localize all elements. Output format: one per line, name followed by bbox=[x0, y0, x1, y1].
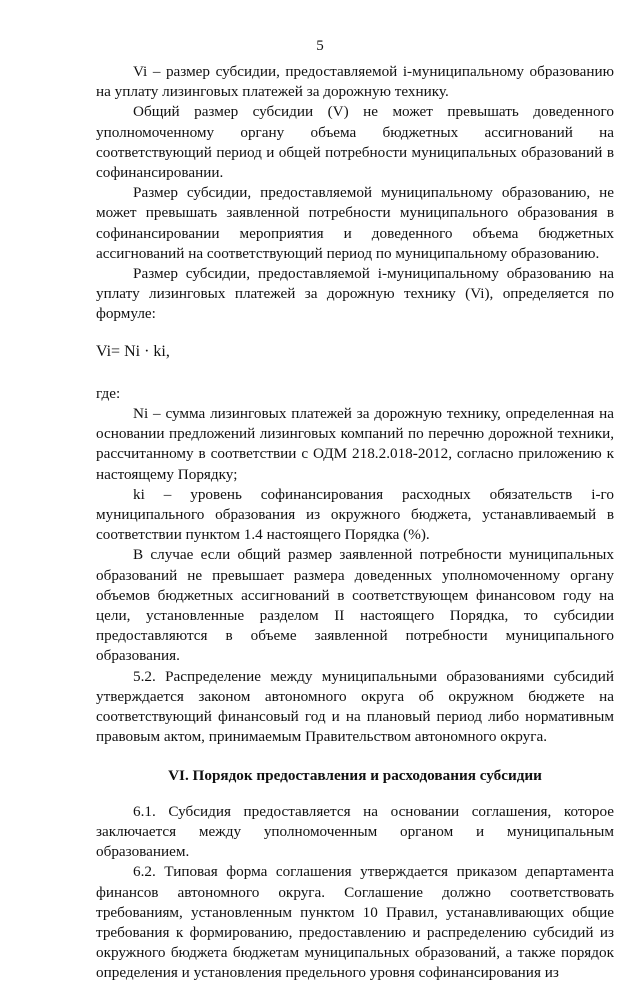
paragraph-vi-definition: Vi – размер субсидии, предоставляемой i-муниципальному образованию на уплату лизинговых платежей за дорожную технику. bbox=[96, 63, 614, 101]
page-number: 5 bbox=[316, 38, 324, 54]
section-heading: VI. Порядок предоставления и расходования субсидии bbox=[168, 766, 542, 784]
paragraph-5-2: 5.2. Распределение между муниципальными образованиями субсидий утверждается законом автономного округа об окружном бюджете на соответствующий финансовый год и на плановый период либо нормативным правовым актом, принимаемым Правительством автономного округа. bbox=[96, 667, 614, 746]
where-label: где: bbox=[96, 384, 121, 402]
formula: Vi= Ni · ki, bbox=[96, 342, 170, 360]
paragraph-formula-intro: Размер субсидии, предоставляемой i-муниципальному образованию на уплату лизинговых платежей за дорожную технику (Vi), определяется по формуле: bbox=[96, 265, 614, 323]
paragraph-ni-definition: Ni – сумма лизинговых платежей за дорожную технику, определенная на основании предложений лизинговых компаний по перечню дорожной техники, рассчитанному в соответствии с ОДМ 218.2.018-2012, согласно приложению к настоящему Порядку; bbox=[96, 405, 614, 483]
paragraph-total-subsidy: Общий размер субсидии (V) не может превышать доведенного уполномоченному органу объема бюджетных ассигнований на соответствующий период и общей потребности муниципальных образований в софинансировании. bbox=[96, 103, 614, 182]
paragraph-6-1: 6.1. Субсидия предоставляется на основании соглашения, которое заключается между уполномоченным органом и муниципальным образованием. bbox=[96, 802, 614, 861]
paragraph-6-2: 6.2. Типовая форма соглашения утверждается приказом департамента финансов автономного округа. Соглашение должно соответствовать требованиям, установленным пунктом 10 Правил, устанавливающих общие требования к формированию, предоставлению и распределению субсидий из окружного бюджета бюджетам муниципальных образований, а также порядок определения и установления предельного уровня софинансирования из bbox=[96, 863, 614, 982]
paragraph-demand-case: В случае если общий размер заявленной потребности муниципальных образований не превышает размера доведенных уполномоченному органу объемов бюджетных ассигнований в соответствующем финансовом году на цели, установленные разделом II настоящего Порядка, то субсидии предоставляются в объеме заявленной потребности муниципального образования. bbox=[96, 546, 614, 665]
paragraph-subsidy-limit: Размер субсидии, предоставляемой муниципальному образованию, не может превышать заявленной потребности муниципального образования в софинансировании мероприятия и доведенного объема бюджетных ассигнований на соответствующий период по муниципальному образованию. bbox=[96, 184, 614, 262]
paragraph-ki-definition: ki – уровень софинансирования расходных обязательств i-го муниципального образования из окружного бюджета, устанавливаемый в соответствии пунктом 1.4 настоящего Порядка (%). bbox=[96, 485, 614, 544]
document-body bbox=[96, 62, 614, 984]
